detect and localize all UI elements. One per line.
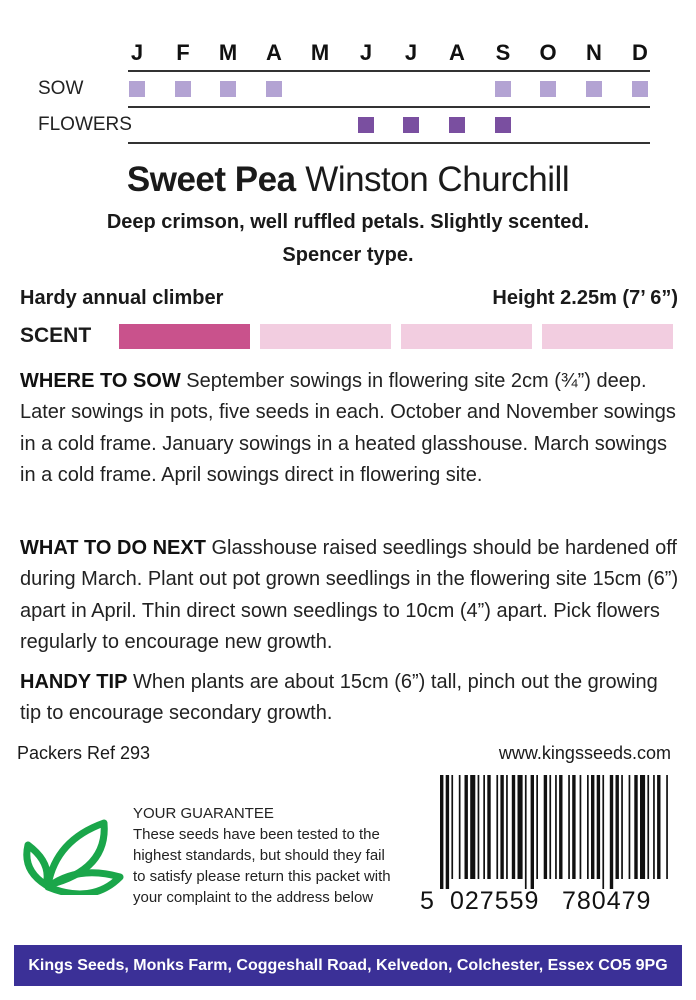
where-to-sow-text: September sowings in flowering site 2cm (¾”) deep. Later sowings in pots, five seeds in each. October and November sowings in a cold frame. January sowings in a heated glasshouse. March sowings in a cold frame. April sowings direct in flowering site. (20, 370, 676, 486)
address-footer: Kings Seeds, Monks Farm, Coggeshall Road, Kelvedon, Colchester, Essex CO5 9PG (14, 945, 682, 986)
barcode-bar (478, 775, 480, 879)
barcode-bar (666, 775, 668, 879)
month-7: A (449, 40, 465, 65)
barcode-bar (512, 775, 515, 879)
packers-ref: Packers Ref 293 (17, 743, 151, 763)
barcode-bar (500, 775, 503, 879)
month-3: A (266, 40, 282, 65)
barcode-bar (451, 775, 453, 879)
handy-tip-section (20, 667, 680, 730)
barcode-bar (572, 775, 575, 879)
scent-segment-3 (542, 324, 673, 349)
sow-square-8 (495, 81, 511, 97)
barcode-left-digits: 027559 (450, 887, 540, 915)
month-0: J (130, 40, 144, 65)
guarantee-line-3: to satisfy please return this packet with (133, 868, 391, 885)
month-9: O (539, 40, 557, 65)
barcode-bar (597, 775, 600, 879)
barcode-bar (483, 775, 485, 879)
guarantee-line-2: highest standards, but should they fail (133, 847, 385, 864)
sow-square-1 (175, 81, 191, 97)
calendar-rule-top (128, 70, 650, 72)
barcode-bar (525, 775, 527, 889)
month-6: J (404, 40, 418, 65)
sow-row-label: SOW (38, 78, 84, 99)
barcode-bar (640, 775, 645, 879)
month-10: N (586, 40, 602, 65)
website-link[interactable]: www.kingsseeds.com (498, 743, 671, 763)
guarantee-heading: YOUR GUARANTEE (133, 805, 274, 822)
barcode-bar (518, 775, 523, 879)
barcode-bar (544, 775, 547, 879)
barcode-bar (465, 775, 468, 879)
barcode-bar (634, 775, 637, 879)
month-1: F (176, 40, 190, 65)
sow-square-3 (266, 81, 282, 97)
barcode-first-digit: 5 (420, 887, 435, 915)
calendar-rule-bottom (128, 142, 650, 144)
description-line-1: Deep crimson, well ruffled petals. Slightly scented. (106, 211, 590, 233)
scent-segment-1 (260, 324, 391, 349)
plant-height: Height 2.25m (7’ 6”) (492, 287, 678, 309)
month-8: S (495, 40, 511, 65)
barcode-bar (440, 775, 443, 889)
barcode-bar (587, 775, 589, 879)
where-to-sow-heading: WHERE TO SOW (20, 370, 181, 392)
barcode-bar (591, 775, 594, 879)
barcode-bar (555, 775, 557, 879)
product-variety: Winston Churchill (305, 160, 570, 199)
barcode-bar (549, 775, 551, 879)
where-to-sow-section (20, 366, 680, 491)
sow-square-11 (632, 81, 648, 97)
barcode-bar (559, 775, 562, 879)
barcode-bar (459, 775, 461, 879)
barcode-bar (653, 775, 655, 879)
barcode-bar (610, 775, 613, 889)
handy-tip-heading: HANDY TIP (20, 671, 128, 693)
flower-square-7 (449, 117, 465, 133)
barcode-bar (602, 775, 604, 889)
scent-segment-2 (401, 324, 532, 349)
barcode-bar (568, 775, 570, 879)
calendar-rule-middle (128, 106, 650, 108)
barcode-bar (647, 775, 649, 879)
what-next-heading: WHAT TO DO NEXT (20, 537, 206, 559)
month-5: J (359, 40, 373, 65)
barcode-bar (531, 775, 534, 889)
barcode-bar (657, 775, 660, 879)
guarantee-line-1: These seeds have been tested to the (133, 826, 380, 843)
barcode-bar (496, 775, 498, 879)
barcode-right-digits: 780479 (562, 887, 652, 915)
product-name: Sweet Pea (126, 160, 296, 199)
plant-habit: Hardy annual climber (20, 287, 224, 309)
month-11: D (632, 40, 648, 65)
description-line-2: Spencer type. (282, 244, 414, 266)
barcode-bar (470, 775, 475, 879)
sow-square-0 (129, 81, 145, 97)
barcode-bar (621, 775, 623, 879)
flower-square-6 (403, 117, 419, 133)
month-2: M (218, 40, 238, 65)
barcode-bar (536, 775, 538, 879)
flower-square-5 (358, 117, 374, 133)
what-next-section (20, 533, 680, 658)
handy-tip-text: When plants are about 15cm (6”) tall, pinch out the growing tip to encourage secondary growth. (20, 671, 658, 725)
sow-square-9 (540, 81, 556, 97)
sow-square-10 (586, 81, 602, 97)
barcode-bar (446, 775, 449, 889)
barcode-bar (616, 775, 619, 879)
month-4: M (310, 40, 330, 65)
barcode-bar (629, 775, 631, 879)
scent-segment-0 (119, 324, 250, 349)
product-title (0, 158, 696, 202)
guarantee-block (133, 803, 391, 908)
barcode-bar (506, 775, 508, 879)
leaf-logo-icon (20, 815, 130, 895)
barcode-bar (487, 775, 490, 879)
what-next-text: Glasshouse raised seedlings should be hardened off during March. Plant out pot grown seedlings in the flowering site 15cm (6”) apart in April. Thin direct sown seedlings to 10cm (4”) apart. Pick flowers regularly to encourage new growth. (20, 537, 679, 653)
barcode-bar (580, 775, 582, 879)
guarantee-line-4: your complaint to the address below (133, 889, 374, 906)
flower-square-8 (495, 117, 511, 133)
sow-square-2 (220, 81, 236, 97)
barcode (440, 775, 672, 890)
scent-label: SCENT (20, 324, 92, 347)
flowers-row-label: FLOWERS (38, 114, 132, 135)
